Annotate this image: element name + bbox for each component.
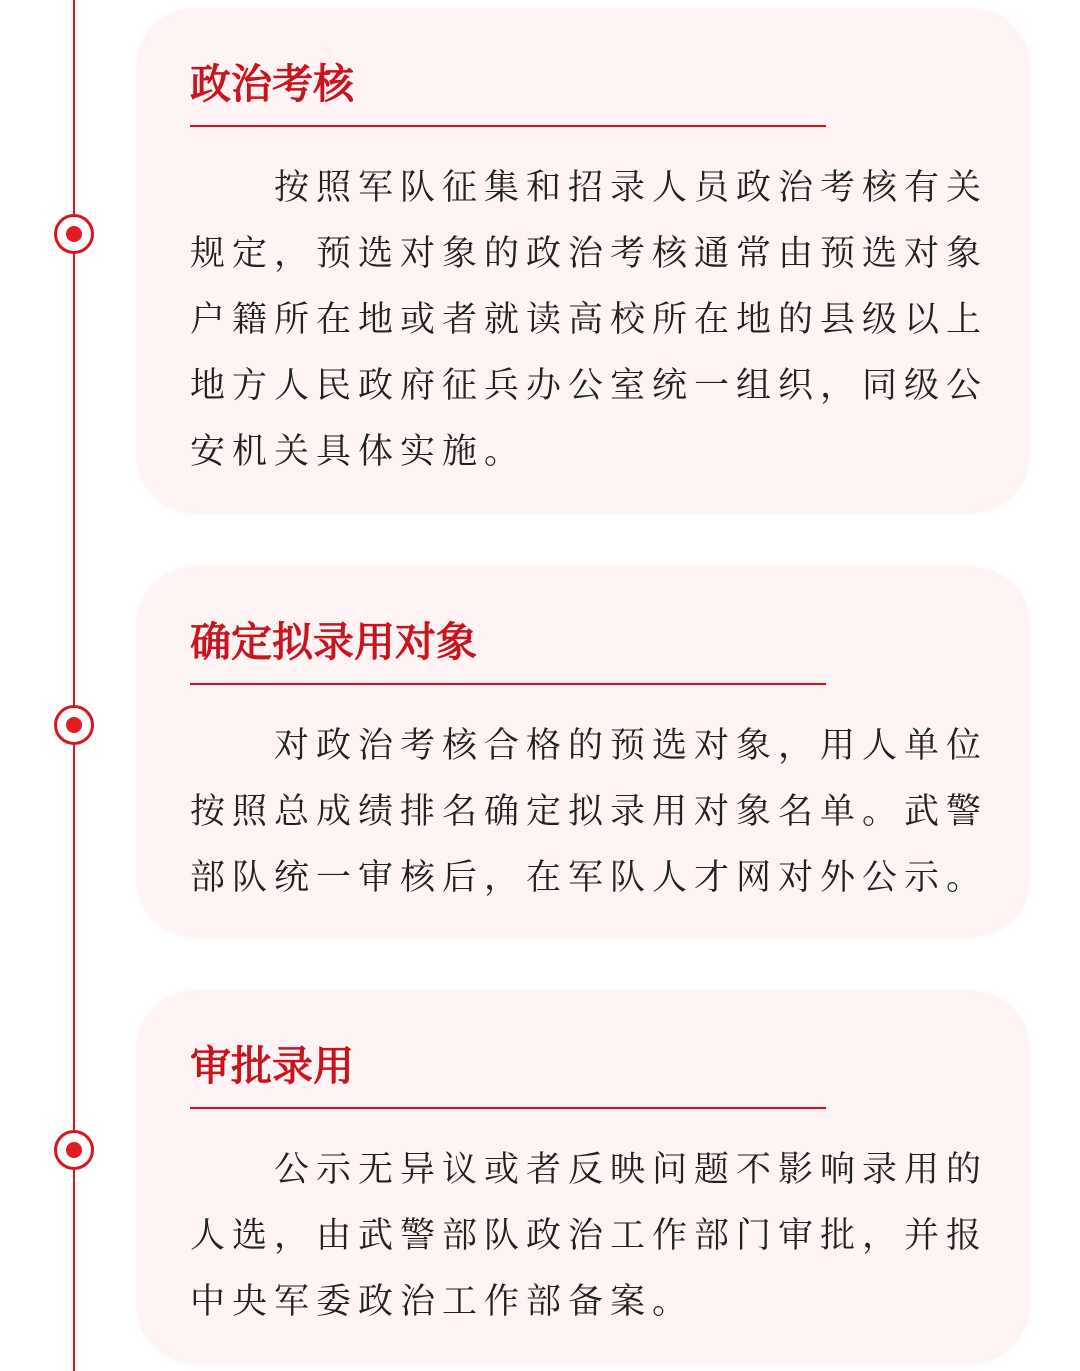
title-underline [190,1107,826,1109]
target-dot-icon [54,214,94,254]
section-card-candidate-selection [138,568,1028,936]
section-title: 审批录用 [190,1042,354,1090]
title-underline [190,683,826,685]
section-title: 确定拟录用对象 [190,618,477,666]
section-card-political-review [138,10,1028,512]
section-card-approval [138,992,1028,1362]
target-dot-icon [54,1130,94,1170]
target-dot-icon [54,705,94,745]
section-body: 公示无异议或者反映问题不影响录用的人选，由武警部队政治工作部门审批，并报中央军委政治工作部备案。 [190,1150,989,1322]
section-body: 对政治考核合格的预选对象，用人单位按照总成绩排名确定拟录用对象名单。武警部队统一审核后，在军队人才网对外公示。 [190,726,989,898]
title-underline [190,125,826,127]
section-body: 按照军队征集和招录人员政治考核有关规定，预选对象的政治考核通常由预选对象户籍所在地或者就读高校所在地的县级以上地方人民政府征兵办公室统一组织，同级公安机关具体实施。 [190,168,989,472]
section-title: 政治考核 [190,60,354,108]
